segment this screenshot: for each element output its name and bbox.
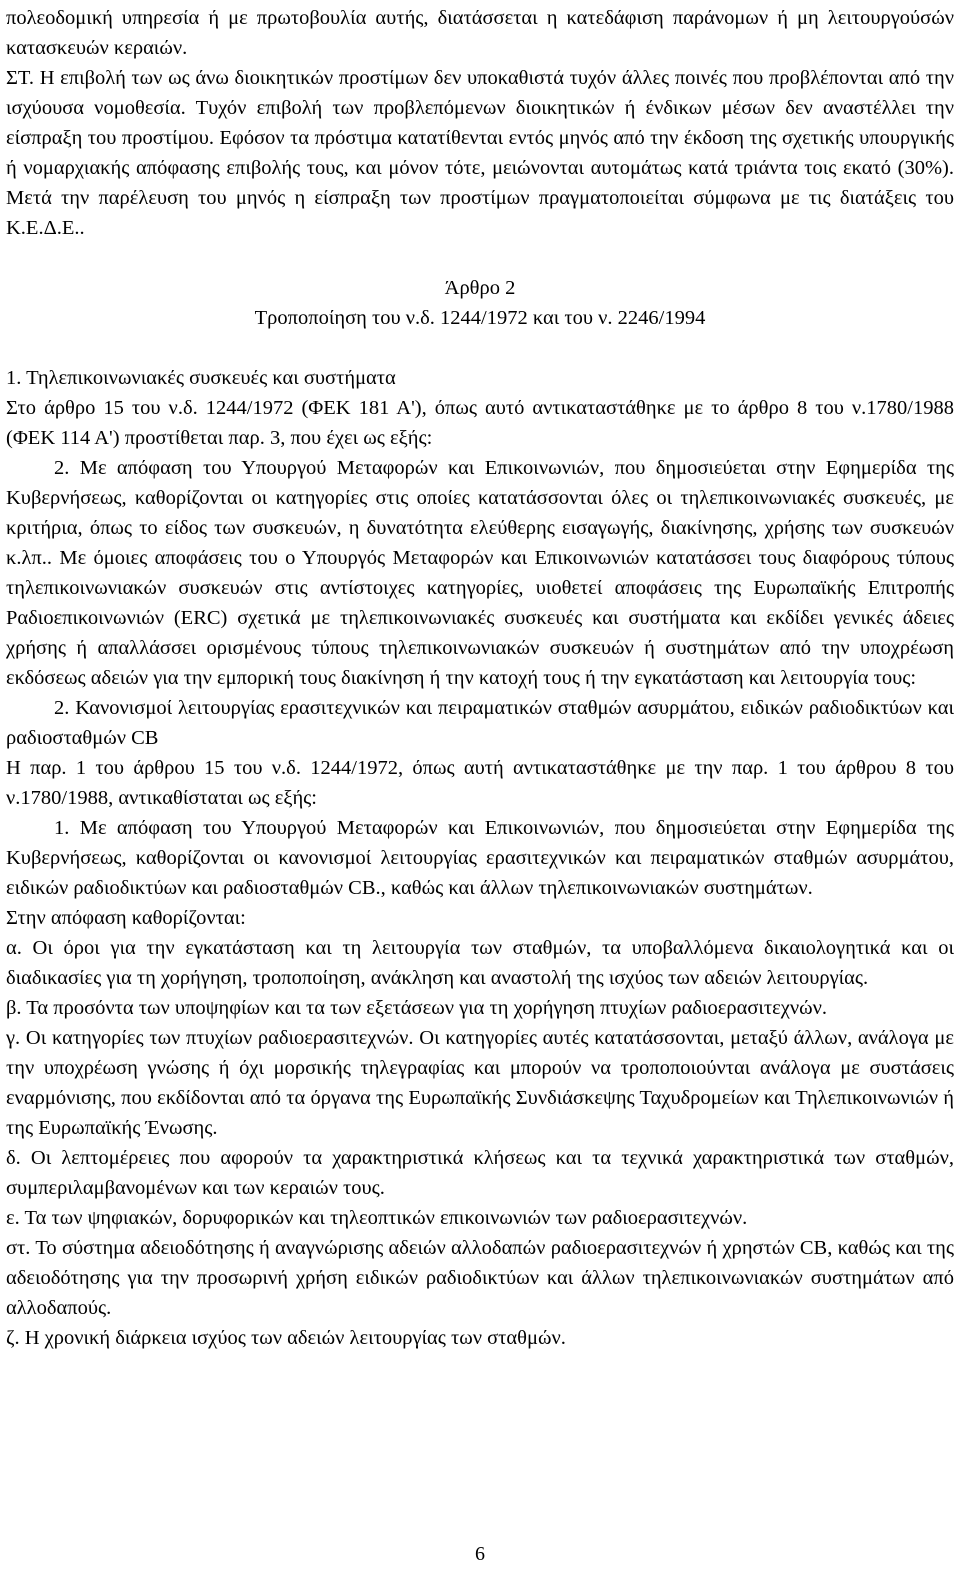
list-item-epsilon: ε. Τα των ψηφιακών, δορυφορικών και τηλεοπτικών επικοινωνιών των ραδιοερασιτεχνών. xyxy=(6,1207,748,1229)
list-item-gamma: γ. Οι κατηγορίες των πτυχίων ραδιοερασιτεχνών. Οι κατηγορίες αυτές κατατάσσονται, μεταξύ άλλων, ανάλογα με την υποχρέωση γνώσης ή όχι μορσικής τηλεγραφίας και μπορούν να τροποποιούνται ανάλογα με συστάσεις εναρμόνισης, που εκδίδονται από τα όργανα της Ευρωπαϊκής Συνδιάσκεψης Ταχυδρομείων και Τηλεπικοινωνιών ή της Ευρωπαϊκής Ένωσης. xyxy=(6,1027,954,1139)
paragraph-paragraph-replacement: Η παρ. 1 του άρθρου 15 του ν.δ. 1244/1972, όπως αυτή αντικαταστάθηκε με την παρ. 1 του άρθρου 8 του ν.1780/1988, αντικαθίσταται ως εξής: xyxy=(6,757,954,809)
list-item-st: στ. Το σύστημα αδειοδότησης ή αναγνώρισης αδειών αλλοδαπών ραδιοερασιτεχνών ή χρηστών CB, καθώς και της αδειοδότησης για την προσωρινή χρήση ειδικών ραδιοδικτύων και άλλων τηλεπικοινωνιακών συστημάτων από αλλοδαπούς. xyxy=(6,1237,954,1319)
article-heading: Άρθρο 2 xyxy=(444,277,516,299)
list-item-delta: δ. Οι λεπτομέρειες που αφορούν τα χαρακτηριστικά κλήσεως και τα τεχνικά χαρακτηριστικά των σταθμών, συμπεριλαμβανομένων και των κεραιών τους. xyxy=(6,1147,954,1199)
paragraph-device-categories: 2. Με απόφαση του Υπουργού Μεταφορών και Επικοινωνιών, που δημοσιεύεται στην Εφημερίδα της Κυβερνήσεως, καθορίζονται οι κατηγορίες στις οποίες κατατάσσονται όλες οι τηλεπικοινωνιακές συσκευές, με κριτήρια, όπως το είδος των συσκευών, η δυνατότητα ελεύθερης εισαγωγής, διακίνησης, χρήσης των συσκευών κ.λπ.. Με όμοιες αποφάσεις του ο Υπουργός Μεταφορών και Επικοινωνιών κατατάσσει τους διαφόρους τύπους τηλεπικοινωνιακών συσκευών στις αντίστοιχες κατηγορίες, υιοθετεί αποφάσεις της Ευρωπαϊκής Επιτροπής Ραδιοεπικοινωνιών (ERC) σχετικά με τηλεπικοινωνιακές συσκευές και συστήματα και εκδίδει γενικές άδειες χρήσης ή απαλλάσσει ορισμένους τύπους τηλεπικοινωνιακών συσκευών ή συστημάτων από την υποχρέωση εκδόσεως αδειών για την εμπορική τους διακίνηση ή την κατοχή τους ή την εγκατάσταση και λειτουργία τους: xyxy=(6,457,954,689)
paragraph-demolition-continuation: πολεοδομική υπηρεσία ή με πρωτοβουλία αυτής, διατάσσεται η κατεδάφιση παράνομων ή μη λειτουργούσών κατασκευών κεραιών. xyxy=(6,7,954,59)
list-item-alpha: α. Οι όροι για την εγκατάσταση και τη λειτουργία των σταθμών, τα υποβαλλόμενα δικαιολογητικά και οι διαδικασίες για τη χορήγηση, τροποποίηση, ανάκληση και αναστολή της ισχύος των αδειών λειτουργίας. xyxy=(6,937,954,989)
document-body xyxy=(6,3,954,1353)
spacer xyxy=(6,243,954,273)
paragraph-article-15-addition: Στο άρθρο 15 του ν.δ. 1244/1972 (ΦΕΚ 181 Α'), όπως αυτό αντικαταστάθηκε με το άρθρο 8 του ν.1780/1988 (ΦΕΚ 114 Α') προστίθεται παρ. 3, που έχει ως εξής: xyxy=(6,397,954,449)
paragraph-st-fines: ΣΤ. Η επιβολή των ως άνω διοικητικών προστίμων δεν υποκαθιστά τυχόν άλλες ποινές που προβλέπονται από την ισχύουσα νομοθεσία. Τυχόν επιβολή των προβλεπόμενων διοικητικών ή ένδικων μέσων δεν αναστέλλει την είσπραξη του προστίμου. Εφόσον τα πρόστιμα κατατίθενται εντός μηνός από την έκδοση της σχετικής υπουργικής ή νομαρχιακής απόφασης επιβολής τους, και μόνον τότε, μειώνονται αυτομάτως κατά τριάντα τοις εκατό (30%). Μετά την παρέλευση του μηνός η είσπραξη των προστίμων πραγματοποιείται σύμφωνα με τις διατάξεις του Κ.Ε.Δ.Ε.. xyxy=(6,67,954,239)
section-title-amateur-stations: 2. Κανονισμοί λειτουργίας ερασιτεχνικών και πειραματικών σταθμών ασυρμάτου, ειδικών ραδιοδικτύων και ραδιοσταθμών CB xyxy=(6,697,954,749)
paragraph-determined-items-intro: Στην απόφαση καθορίζονται: xyxy=(6,907,246,929)
list-item-beta: β. Τα προσόντα των υποψηφίων και τα των εξετάσεων για τη χορήγηση πτυχίων ραδιοερασιτεχνών. xyxy=(6,997,828,1019)
spacer xyxy=(6,333,954,363)
article-subtitle: Τροποποίηση του ν.δ. 1244/1972 και του ν. 2246/1994 xyxy=(254,307,706,329)
list-item-zeta: ζ. Η χρονική διάρκεια ισχύος των αδειών λειτουργίας των σταθμών. xyxy=(6,1327,566,1349)
page-number: 6 xyxy=(475,1543,485,1565)
paragraph-operating-regulations: 1. Με απόφαση του Υπουργού Μεταφορών και Επικοινωνιών, που δημοσιεύεται στην Εφημερίδα της Κυβερνήσεως, καθορίζονται οι κανονισμοί λειτουργίας ερασιτεχνικών και πειραματικών σταθμών ασυρμάτου, ειδικών ραδιοδικτύων και ραδιοσταθμών CB., καθώς και άλλων τηλεπικοινωνιακών συστημάτων. xyxy=(6,817,954,899)
section-title-telecom-devices: 1. Τηλεπικοινωνιακές συσκευές και συστήματα xyxy=(6,367,396,389)
